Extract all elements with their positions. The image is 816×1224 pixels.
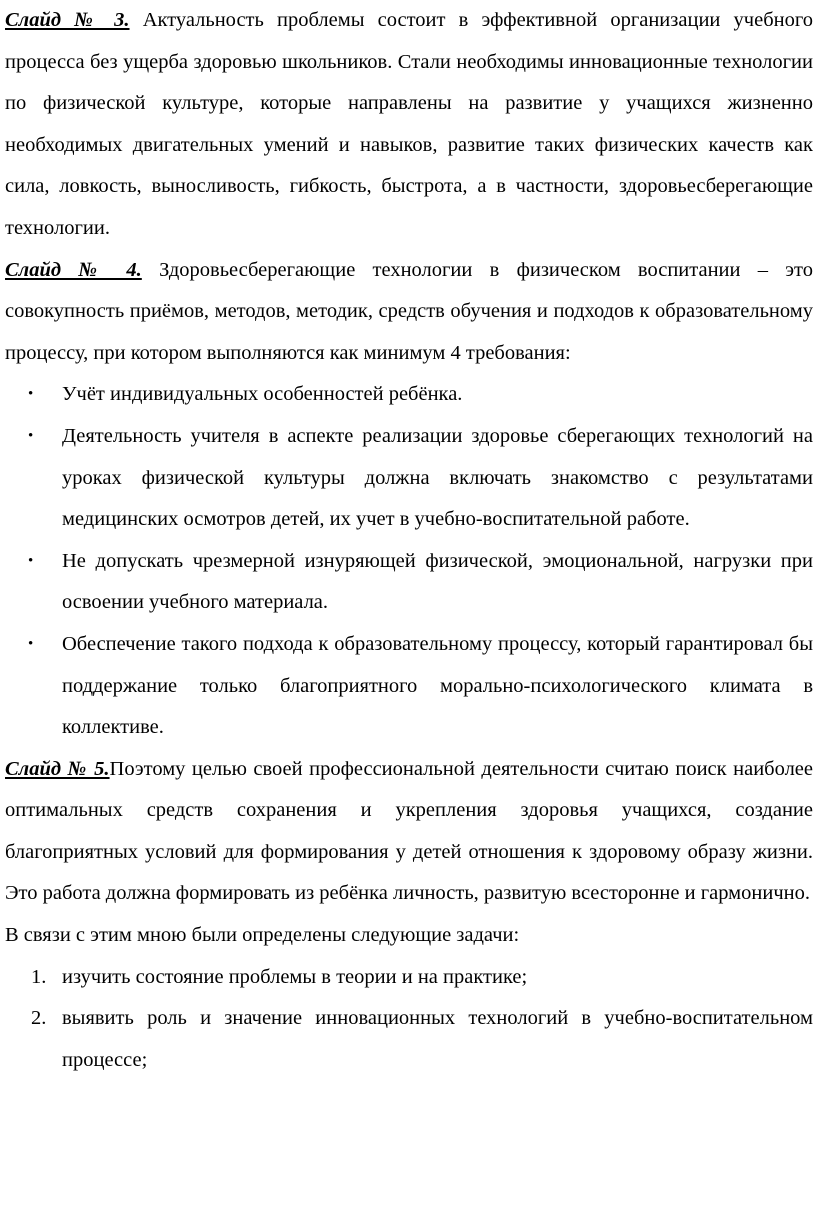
bullet-icon: • bbox=[28, 635, 34, 652]
slide3-paragraph bbox=[5, 0, 813, 250]
list-item bbox=[5, 957, 813, 999]
slide3-label: Слайд № 3. bbox=[5, 9, 130, 31]
list-item-text: Не допускать чрезмерной изнуряющей физической, эмоциональной, нагрузки при освоении учебного материала. bbox=[62, 549, 813, 614]
tasks-list bbox=[5, 957, 813, 1082]
list-item-text: Деятельность учителя в аспекте реализации здоровье сберегающих технологий на уроках физической культуры должна включать знакомство с результатами медицинских осмотров детей, их учет в учебно-воспитательной работе. bbox=[62, 424, 813, 531]
slide5-label: Слайд № 5. bbox=[5, 757, 110, 780]
slide4-text: Здоровьесберегающие технологии в физическом воспитании – это совокупность приёмов, методов, методик, средств обучения и подходов к образовательному процессу, при котором выполняются как минимум 4 требования: bbox=[5, 258, 813, 364]
slide5-paragraph bbox=[5, 749, 813, 915]
slide4-label: Слайд № 4. bbox=[5, 258, 142, 281]
slide4-paragraph bbox=[5, 250, 813, 375]
list-item-number: 2. bbox=[31, 1007, 47, 1030]
list-item bbox=[5, 374, 813, 416]
list-item bbox=[5, 416, 813, 541]
requirements-list bbox=[5, 374, 813, 748]
tasks-intro: В связи с этим мною были определены следующие задачи: bbox=[5, 924, 520, 947]
list-item-text: выявить роль и значение инновационных технологий в учебно-воспитательном процессе; bbox=[62, 1007, 813, 1071]
list-item bbox=[5, 998, 813, 1081]
list-item bbox=[5, 541, 813, 624]
slide5-text: Поэтому целью своей профессиональной деятельности считаю поиск наиболее оптимальных средств сохранения и укрепления здоровья учащихся, создание благоприятных условий для формирования у детей отношения к здоровому образу жизни. Это работа должна формировать из ребёнка личность, развитую всесторонне и гармонично. bbox=[5, 757, 814, 905]
slide3-text: Актуальность проблемы состоит в эффективной организации учебного процесса без ущерба здоровью школьников. Стали необходимы инновационные технологии по физической культуре, которые направлены на развитие у учащихся жизненно необходимых двигательных умений и навыков, развитие таких физических качеств как сила, ловкость, выносливость, гибкость, быстрота, а в частности, здоровьесберегающие технологии. bbox=[5, 9, 814, 239]
list-item-text: изучить состояние проблемы в теории и на практике; bbox=[62, 965, 528, 988]
document-page bbox=[5, 0, 813, 1081]
list-item-text: Обеспечение такого подхода к образовательному процессу, который гарантировал бы поддержание только благоприятного морально-психологического климата в коллективе. bbox=[62, 632, 813, 739]
list-item-text: Учёт индивидуальных особенностей ребёнка. bbox=[62, 383, 463, 406]
bullet-icon: • bbox=[28, 386, 34, 403]
list-item bbox=[5, 624, 813, 749]
list-item-number: 1. bbox=[31, 965, 47, 988]
bullet-icon: • bbox=[28, 552, 34, 569]
bullet-icon: • bbox=[28, 427, 34, 444]
